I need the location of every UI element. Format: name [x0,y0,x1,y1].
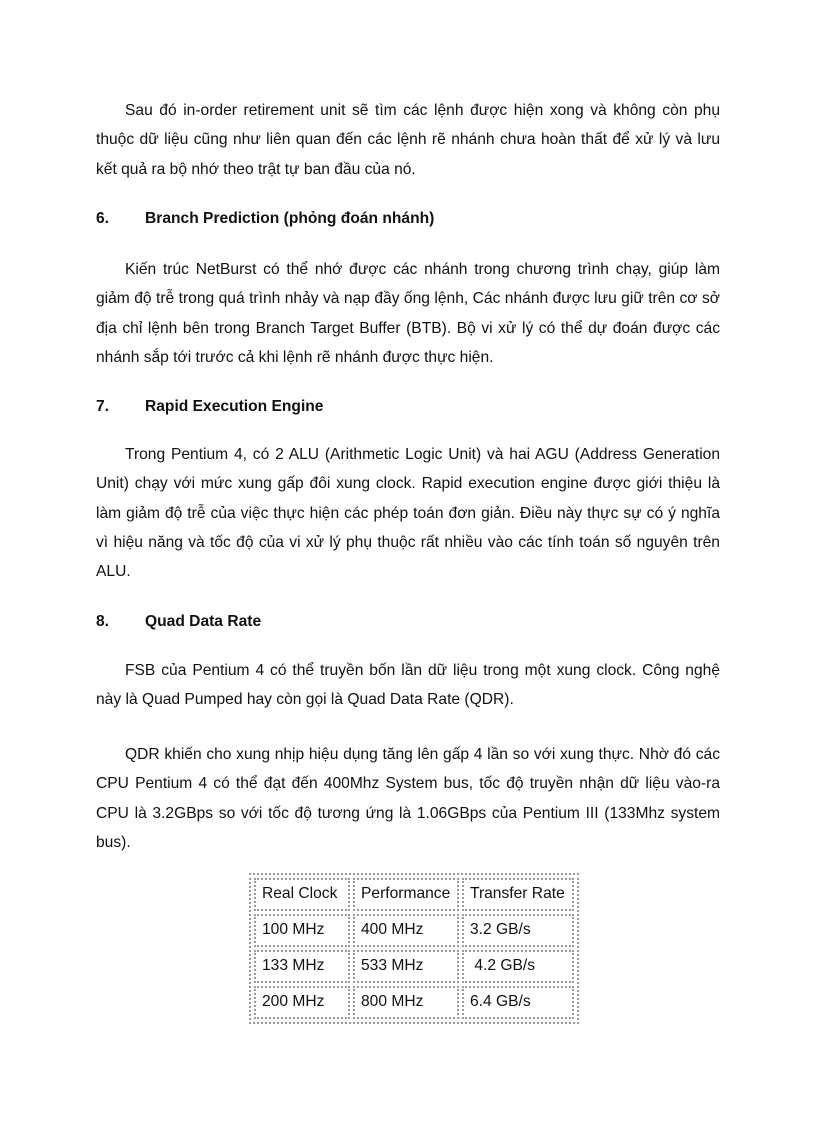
table-cell: 133 MHz [254,950,350,983]
header-cell-performance: Performance [353,878,459,911]
table-cell: 6.4 GB/s [462,986,574,1019]
heading-number: 8. [96,613,110,630]
heading-quad-data-rate [96,612,720,632]
table-cell: 400 MHz [353,914,459,947]
header-cell-real-clock: Real Clock [254,878,350,911]
table-row [254,950,574,983]
heading-title: Quad Data Rate [145,613,262,630]
header-cell-transfer-rate: Transfer Rate [462,878,574,911]
table-cell: 200 MHz [254,986,350,1019]
table-cell: 800 MHz [353,986,459,1019]
table-header-row [254,878,574,911]
paragraph-alu-agu: Trong Pentium 4, có 2 ALU (Arithmetic Logic Unit) và hai AGU (Address Generation Unit) chạy với mức xung gấp đôi xung clock. Rapid execution engine được giới thiệu là làm giảm độ trễ của việc thực hiện các phép toán đơn giản. Điều này thực sự có ý nghĩa vì hiệu năng và tốc độ của vi xử lý phụ thuộc rất nhiều vào các tính toán số nguyên trên ALU. [96,446,720,581]
paragraph-netburst-branch: Kiến trúc NetBurst có thể nhớ được các nhánh trong chương trình chạy, giúp làm giảm độ trễ trong quá trình nhảy và nạp đầy ống lệnh, Các nhánh được lưu giữ trên cơ sở địa chỉ lệnh bên trong Branch Target Buffer (BTB). Bộ vi xử lý có thể dự đoán được các nhánh sắp tới trước cả khi lệnh rẽ nhánh được thực hiện. [96,261,720,366]
transfer-rate-table [249,873,579,1024]
heading-number: 6. [96,210,110,227]
table-row [254,914,574,947]
heading-title: Branch Prediction (phỏng đoán nhánh) [145,210,435,227]
heading-branch-prediction [96,209,720,229]
table-row [254,986,574,1019]
transfer-rate-table-wrapper [249,873,579,1024]
table-cell: 533 MHz [353,950,459,983]
table-cell: 4.2 GB/s [462,950,574,983]
table-cell: 3.2 GB/s [462,914,574,947]
heading-title: Rapid Execution Engine [145,398,324,415]
paragraph-retirement-unit: Sau đó in-order retirement unit sẽ tìm các lệnh được hiện xong và không còn phụ thuộc dữ liệu cũng như liên quan đến các lệnh rẽ nhánh chưa hoàn thất để xử lý và lưu kết quả ra bộ nhớ theo trật tự ban đầu của nó. [96,102,720,178]
paragraph-fsb-quad-pumped: FSB của Pentium 4 có thể truyền bốn lần dữ liệu trong một xung clock. Công nghệ này là Quad Pumped hay còn gọi là Quad Data Rate (QDR). [96,662,720,709]
heading-number: 7. [96,398,110,415]
table-cell: 100 MHz [254,914,350,947]
heading-rapid-execution-engine [96,397,720,417]
paragraph-qdr-bandwidth: QDR khiến cho xung nhịp hiệu dụng tăng lên gấp 4 lần so với xung thực. Nhờ đó các CPU Pentium 4 có thể đạt đến 400Mhz System bus, tốc độ truyền nhận dữ liệu vào-ra CPU là 3.2GBps so với tốc độ tương ứng là 1.06GBps của Pentium III (133Mhz system bus). [96,746,720,851]
